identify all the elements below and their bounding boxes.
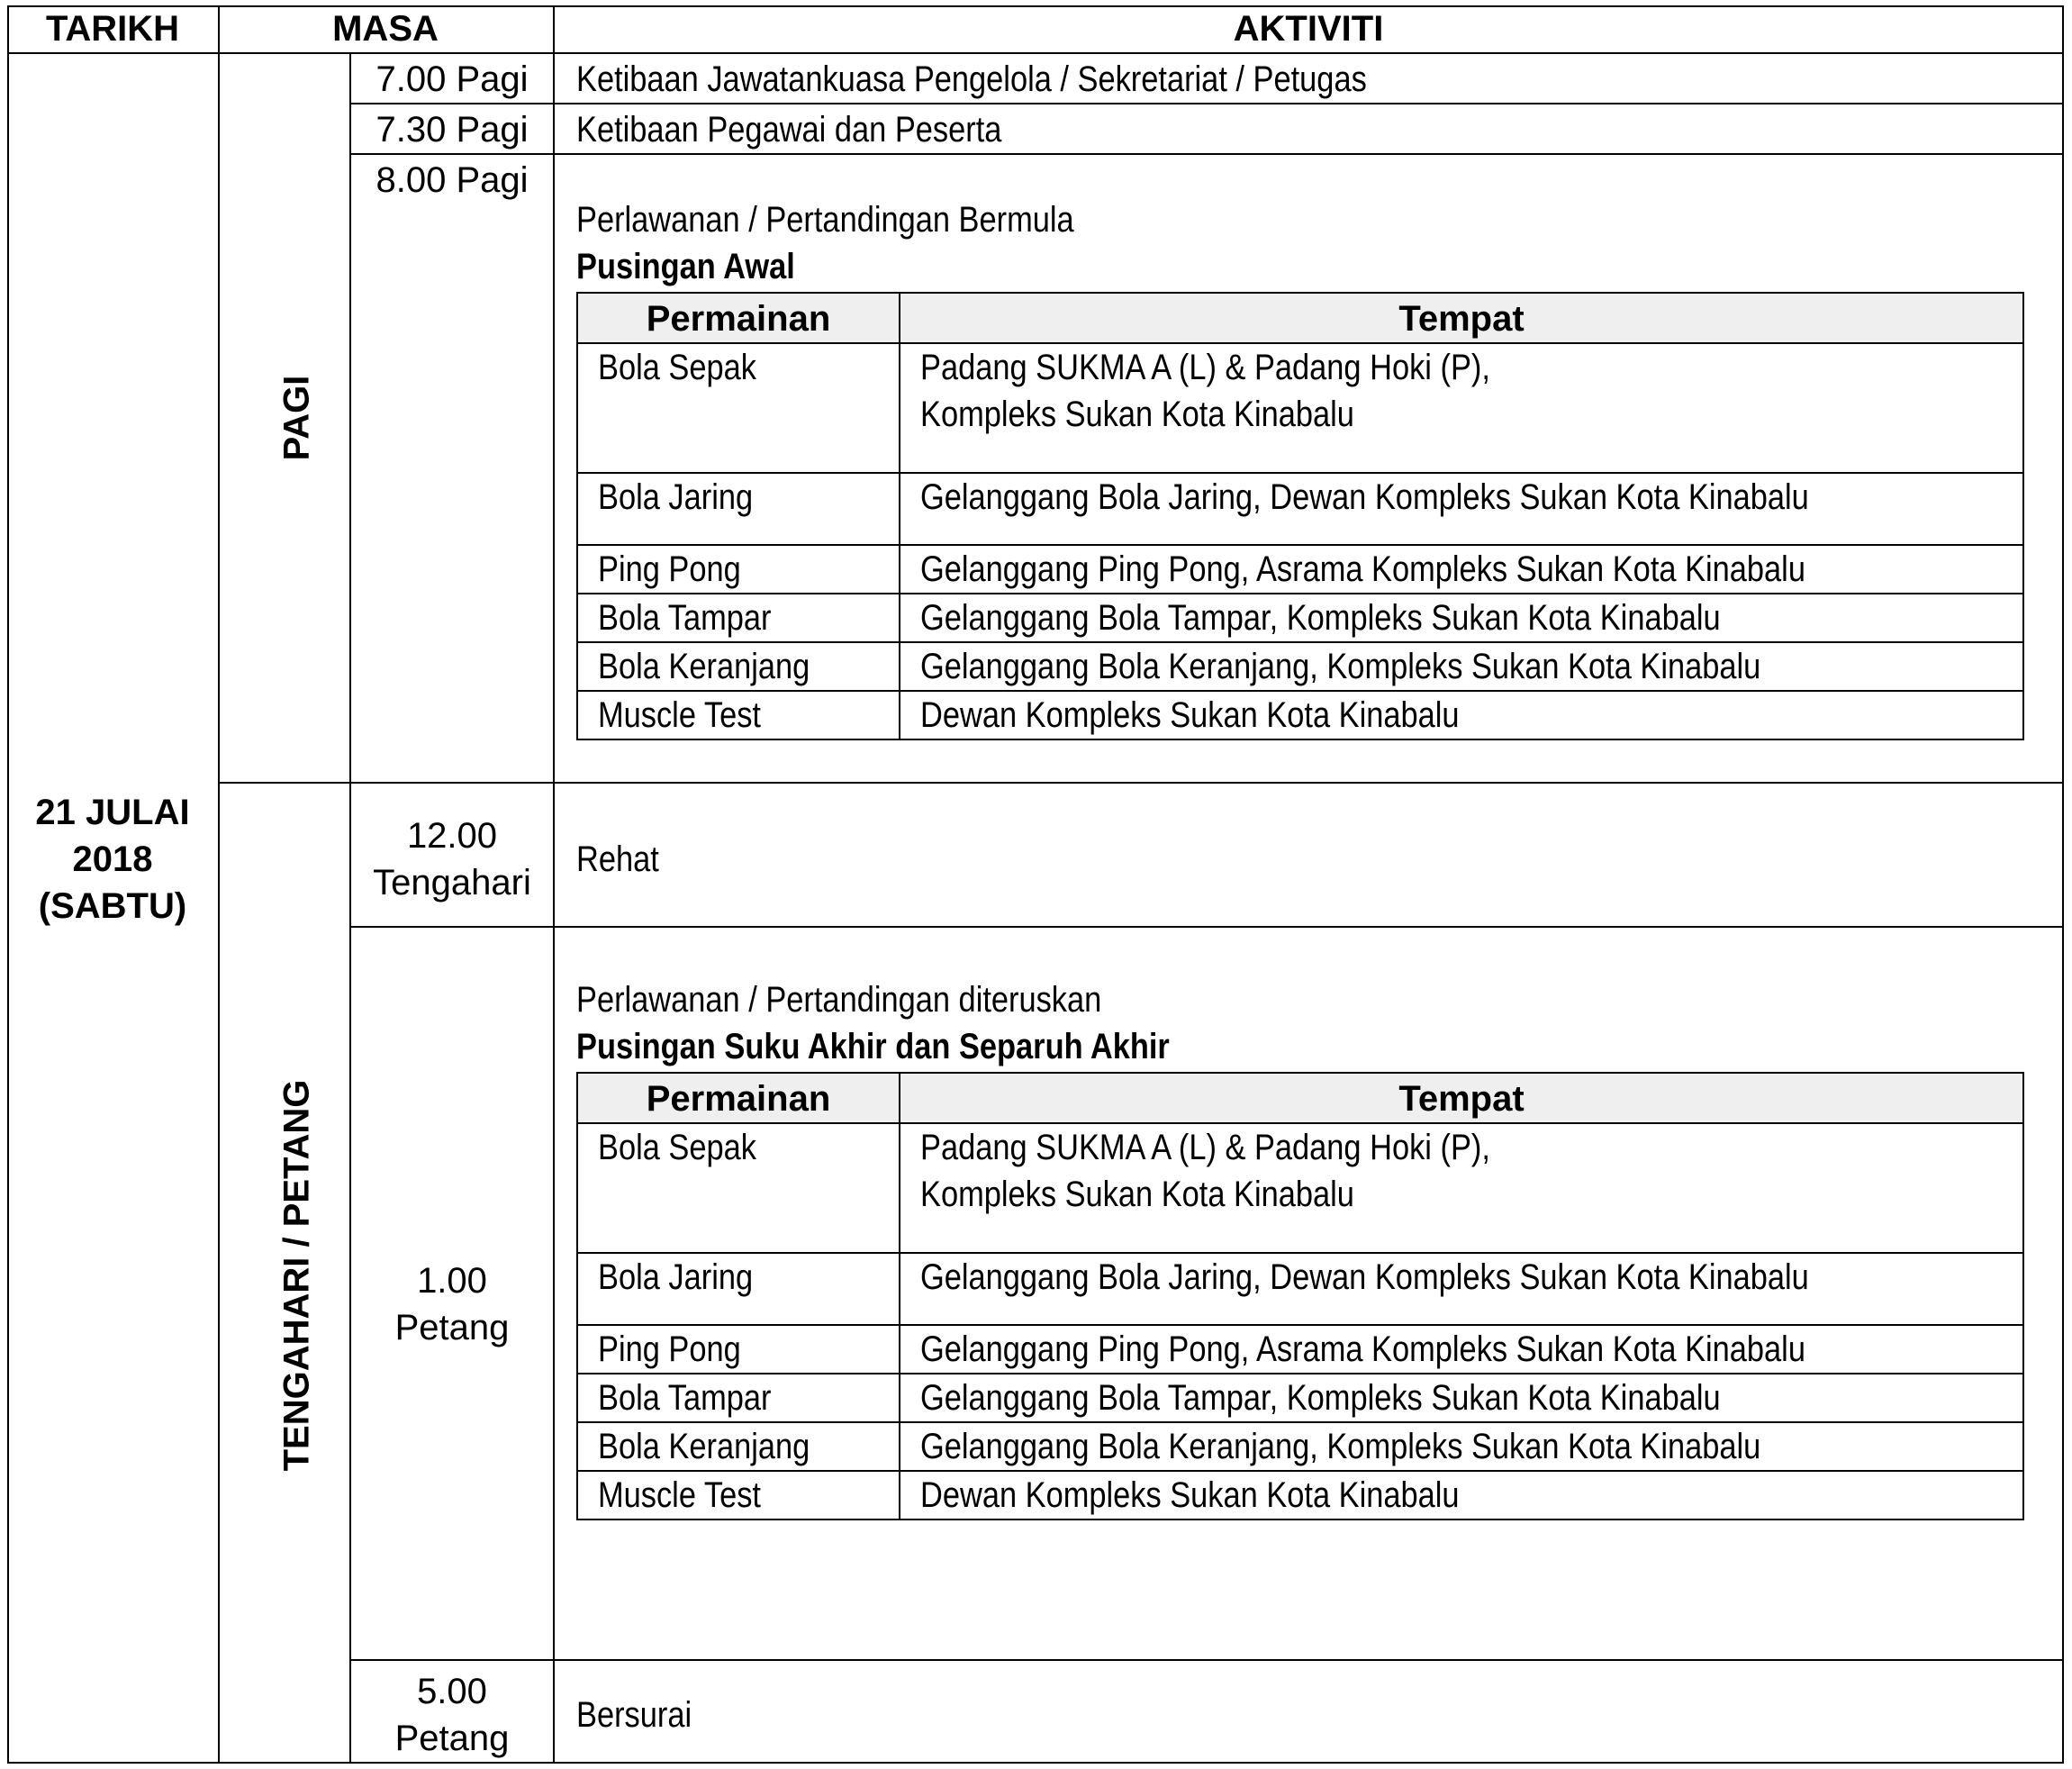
venue-bola-keranjang: Gelanggang Bola Keranjang, Kompleks Sukan Kota Kinabalu (920, 647, 1761, 686)
game-bola-jaring: Bola Jaring (598, 477, 754, 517)
time-0730: 7.30 Pagi (375, 110, 529, 150)
game-bola-keranjang: Bola Keranjang (598, 1427, 810, 1466)
game-ping-pong: Ping Pong (598, 549, 741, 589)
row-line (349, 926, 2064, 928)
date-line1: 21 JULAI (35, 793, 190, 832)
row-line (349, 153, 2064, 155)
time-1200-b: Tengahari (373, 863, 531, 903)
header-aktiviti: AKTIVITI (1233, 9, 1384, 49)
game-muscle-test: Muscle Test (598, 695, 761, 735)
venue-col-divider (899, 1074, 900, 1519)
game-bola-jaring: Bola Jaring (598, 1257, 754, 1297)
col-tempat: Tempat (1398, 299, 1525, 339)
game-bola-tampar: Bola Tampar (598, 598, 772, 638)
venue-col-divider (899, 294, 900, 739)
venue-bola-keranjang: Gelanggang Bola Keranjang, Kompleks Sukan Kota Kinabalu (920, 1427, 1761, 1466)
time-0800: 8.00 Pagi (375, 160, 529, 200)
game-bola-sepak: Bola Sepak (598, 348, 756, 387)
activity-intro-continue: Perlawanan / Pertandingan diteruskan (576, 980, 1102, 1020)
session-petang: TENGAHARI / PETANG (276, 1079, 317, 1472)
time-1200-a: 12.00 (406, 816, 498, 856)
col-permainan: Permainan (646, 1079, 831, 1119)
activity-arrival-participants: Ketibaan Pegawai dan Peserta (576, 110, 1002, 150)
date-line2: 2018 (72, 839, 153, 879)
row-line (218, 782, 2064, 784)
divider-tarikh (218, 5, 220, 1764)
venue-bola-tampar: Gelanggang Bola Tampar, Kompleks Sukan Kota Kinabalu (920, 598, 1721, 638)
game-bola-keranjang: Bola Keranjang (598, 647, 810, 686)
divider-session (349, 52, 351, 1764)
time-0100-a: 1.00 (417, 1261, 487, 1301)
venue-table-akhir (576, 1072, 2024, 1520)
col-permainan: Permainan (646, 299, 831, 339)
venue-bola-sepak-2: Kompleks Sukan Kota Kinabalu (920, 395, 1354, 434)
schedule-table (7, 5, 2064, 1764)
header-masa: MASA (332, 9, 439, 49)
game-bola-sepak: Bola Sepak (598, 1128, 756, 1167)
venue-table-awal (576, 292, 2024, 740)
activity-intro-start: Perlawanan / Pertandingan Bermula (576, 200, 1074, 240)
venue-ping-pong: Gelanggang Ping Pong, Asrama Kompleks Sukan Kota Kinabalu (920, 1329, 1805, 1369)
venue-muscle-test: Dewan Kompleks Sukan Kota Kinabalu (920, 1475, 1460, 1515)
time-0500-a: 5.00 (417, 1672, 487, 1711)
venue-bola-jaring: Gelanggang Bola Jaring, Dewan Kompleks Sukan Kota Kinabalu (920, 1257, 1809, 1297)
venue-ping-pong: Gelanggang Ping Pong, Asrama Kompleks Sukan Kota Kinabalu (920, 549, 1805, 589)
venue-bola-sepak-2: Kompleks Sukan Kota Kinabalu (920, 1175, 1354, 1214)
session-pagi: PAGI (276, 375, 317, 461)
header-divider (7, 52, 2064, 54)
activity-round-akhir: Pusingan Suku Akhir dan Separuh Akhir (576, 1027, 1170, 1066)
date-line3: (SABTU) (38, 886, 187, 926)
header-tarikh: TARIKH (45, 9, 180, 49)
venue-bola-sepak-1: Padang SUKMA A (L) & Padang Hoki (P), (920, 348, 1490, 387)
col-tempat: Tempat (1398, 1079, 1525, 1119)
game-bola-tampar: Bola Tampar (598, 1378, 772, 1418)
border-bottom (7, 1762, 2064, 1764)
venue-bola-sepak-1: Padang SUKMA A (L) & Padang Hoki (P), (920, 1128, 1490, 1167)
time-0700: 7.00 Pagi (375, 59, 529, 99)
activity-arrival-committee: Ketibaan Jawatankuasa Pengelola / Sekretariat / Petugas (576, 59, 1367, 99)
venue-bola-jaring: Gelanggang Bola Jaring, Dewan Kompleks Sukan Kota Kinabalu (920, 477, 1809, 517)
activity-round-awal: Pusingan Awal (576, 247, 795, 286)
game-muscle-test: Muscle Test (598, 1475, 761, 1515)
venue-muscle-test: Dewan Kompleks Sukan Kota Kinabalu (920, 695, 1460, 735)
row-line (349, 1659, 2064, 1661)
game-ping-pong: Ping Pong (598, 1329, 741, 1369)
time-0500-b: Petang (394, 1719, 510, 1758)
divider-masa (553, 5, 555, 1764)
activity-bersurai: Bersurai (576, 1695, 692, 1735)
border-right (2062, 5, 2064, 1764)
row-line (349, 103, 2064, 104)
activity-rehat: Rehat (576, 839, 659, 879)
time-0100-b: Petang (394, 1308, 510, 1347)
venue-bola-tampar: Gelanggang Bola Tampar, Kompleks Sukan Kota Kinabalu (920, 1378, 1721, 1418)
